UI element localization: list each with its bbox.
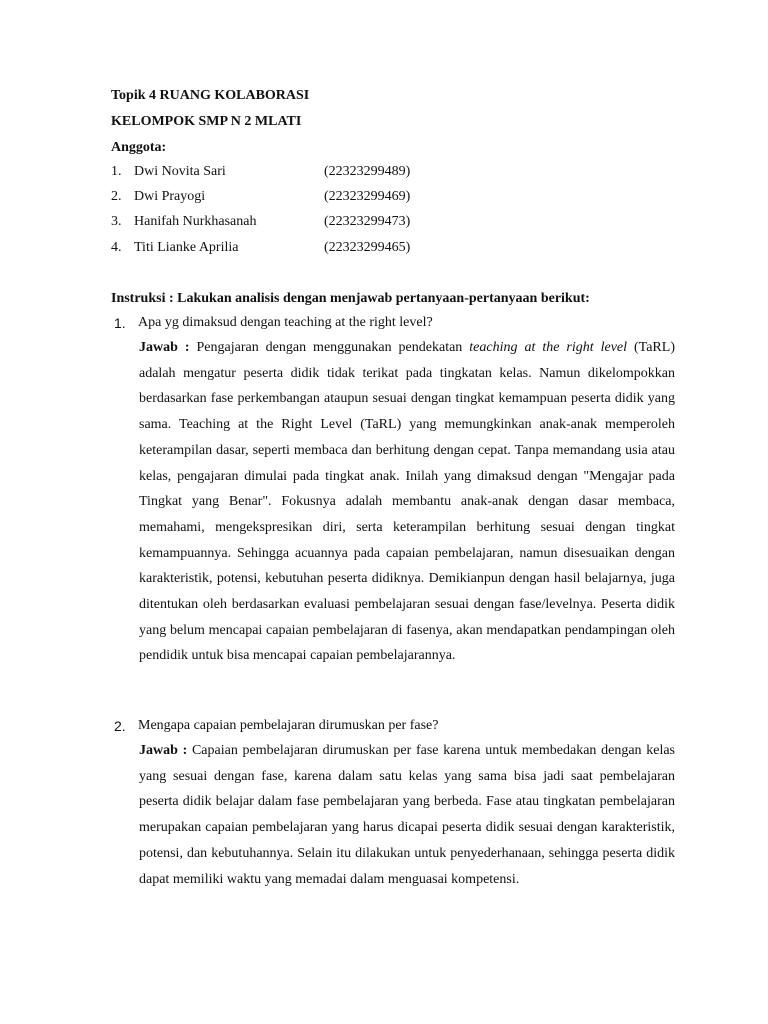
question-number: 1. xyxy=(114,315,126,331)
member-name: Titi Lianke Aprilia xyxy=(134,240,239,255)
question-number: 2. xyxy=(114,718,126,734)
answer-text-body: (TaRL) adalah mengatur peserta didik tidak terikat pada tingkatan kelas. Namun dikelompokkan berdasarkan fase perkembangan ataupun sesuai dengan tingkat kemampuan peserta didik yang sama. Teaching at the Right Level (TaRL) yang memungkinkan anak-anak memperoleh keterampilan dasar, seperti membaca dan berhitung dengan cepat. Tanpa memandang usia atau kelas, pengajaran dimulai pada tingkat anak. Inilah yang dimaksud dengan "Mengajar pada Tingkat yang Benar". Fokusnya adalah membantu anak-anak dengan dasar membaca, memahami, mengekspresikan diri, serta keterampilan berhitung sesuai dengan tingkat kemampuannya. Sehingga acuannya pada capaian pembelajaran, namun disesuaikan dengan karakteristik, potensi, kebutuhan peserta didiknya. Demikianpun dengan hasil belajarnya, juga ditentukan oleh berdasarkan evaluasi pembelajaran sesuai dengan fase/levelnya. Peserta didik yang belum mencapai capaian pembelajaran di fasenya, akan mendapatkan pendampingan oleh pendidik untuk bisa mencapai capaian pembelajarannya. xyxy=(139,340,675,664)
member-number: 4. xyxy=(111,240,122,255)
answer-term: teaching at the right level xyxy=(469,340,628,355)
member-nim: (22323299489) xyxy=(324,164,411,179)
member-number: 3. xyxy=(111,214,122,229)
answer-lead: Jawab : xyxy=(139,340,190,355)
member-number: 2. xyxy=(111,189,122,204)
question-text: Apa yg dimaksud dengan teaching at the right level? xyxy=(138,315,433,330)
member-row xyxy=(111,162,531,182)
answer-text-pre: Pengajaran dengan menggunakan pendekatan xyxy=(189,340,470,355)
member-name: Dwi Novita Sari xyxy=(134,164,226,179)
answer-2 xyxy=(139,738,675,892)
member-row xyxy=(111,238,531,258)
member-name: Dwi Prayogi xyxy=(134,189,206,204)
group-title: KELOMPOK SMP N 2 MLATI xyxy=(111,114,302,129)
member-number: 1. xyxy=(111,164,122,179)
question-text: Mengapa capaian pembelajaran dirumuskan per fase? xyxy=(138,718,439,733)
instruction-text: Instruksi : Lakukan analisis dengan menjawab pertanyaan-pertanyaan berikut: xyxy=(111,291,590,306)
member-row xyxy=(111,187,531,207)
topic-title: Topik 4 RUANG KOLABORASI xyxy=(111,88,310,103)
answer-1 xyxy=(139,335,675,669)
answer-lead: Jawab : xyxy=(139,743,188,758)
answer-text-body: Capaian pembelajaran dirumuskan per fase karena untuk membedakan dengan kelas yang sesuai dengan fase, karena dalam satu kelas yang sama bisa jadi saat pembelajaran peserta didik belajar dalam fase pembelajaran yang berbeda. Fase atau tingkatan pembelajaran merupakan capaian pembelajaran yang harus dicapai peserta didik sesuai dengan karakteristik, potensi, dan kebutuhannya. Selain itu dilakukan untuk penyederhanaan, sehingga peserta didik dapat memiliki waktu yang memadai dalam menguasai kompetensi. xyxy=(139,743,676,887)
member-nim: (22323299473) xyxy=(324,214,411,229)
member-name: Hanifah Nurkhasanah xyxy=(134,214,257,229)
member-row xyxy=(111,212,531,232)
member-nim: (22323299465) xyxy=(324,240,411,255)
member-nim: (22323299469) xyxy=(324,189,411,204)
members-label: Anggota: xyxy=(111,140,167,155)
